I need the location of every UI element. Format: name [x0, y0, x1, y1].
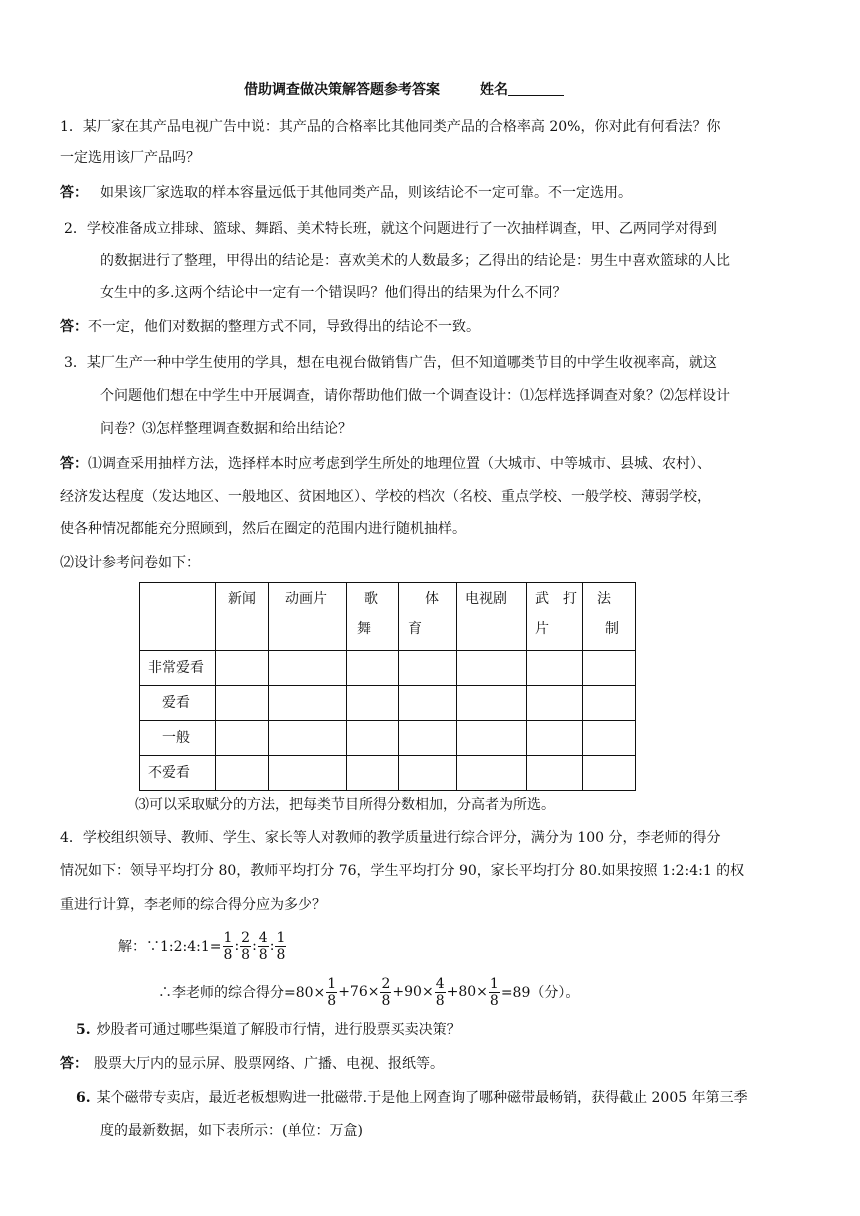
q5-answer — [60, 1054, 444, 1074]
q3-part-2: ⑵设计参考问卷如下： — [60, 555, 200, 571]
table-row — [140, 686, 636, 721]
q3-line-2: 个问题他们想在中学生中开展调查，请你帮助他们做一个调查设计：⑴怎样选择调查对象？⑵怎样设计 — [100, 388, 730, 404]
q2-line-2: 的数据进行了整理，甲得出的结论是：喜欢美术的人数最多；乙得出的结论是：男生中喜欢篮球的人比 — [100, 253, 730, 269]
table-header-cell: 电视剧 — [457, 583, 527, 651]
weight-fraction: $\frac{4}{8}$ — [435, 975, 445, 1009]
ratio-separator: : — [234, 938, 240, 954]
q3-answer-line-2: 经济发达程度（发达地区、一般地区、贫困地区）、学校的档次（名校、重点学校、一般学校、薄弱学校， — [60, 489, 711, 505]
page-title — [244, 80, 564, 100]
q1-line-2: 一定选用该厂产品吗？ — [60, 150, 200, 166]
answer-label: 答： — [60, 456, 88, 472]
weight-fraction: $\frac{2}{8}$ — [381, 975, 391, 1009]
q1-line-1: 1．某厂家在其产品电视广告中说：其产品的合格率比其他同类产品的合格率高 20%，你对此有何看法？你 — [60, 119, 721, 135]
question-number: 6. — [76, 1090, 91, 1106]
question-number: 5. — [76, 1022, 91, 1038]
q3-line-1: 3．某厂生产一种中学生使用的学具，想在电视台做销售广告，但不知道哪类节目的中学生收视率高，就这 — [64, 355, 717, 371]
term-text: +80× — [446, 984, 488, 1000]
title-text: 借助调查做决策解答题参考答案 — [244, 82, 440, 98]
table-header-row — [140, 583, 636, 651]
q5-answer-text: 股票大厅内的显示屏、股票网络、广播、电视、报纸等。 — [94, 1056, 444, 1072]
table-row — [140, 721, 636, 756]
result-text: =89（分）。 — [500, 985, 580, 1001]
name-label: 姓名 — [480, 82, 508, 98]
survey-table — [139, 582, 636, 791]
q3-answer-text-1: ⑴调查采用抽样方法，选择样本时应考虑到学生所处的地理位置（大城市、中等城市、县城、农村）、 — [88, 456, 711, 472]
table-header-cell: 法 制 — [583, 583, 636, 651]
q6-line-1 — [76, 1088, 748, 1108]
q2-answer — [60, 317, 480, 337]
q3-answer-line-1 — [60, 454, 711, 474]
table-header-cell: 新闻 — [216, 583, 269, 651]
q6-line-2: 度的最新数据，如下表所示：(单位：万盒) — [100, 1123, 363, 1139]
q4-line-3: 重进行计算，李老师的综合得分应为多少？ — [60, 897, 326, 913]
weight-fraction: $\frac{1}{8}$ — [489, 975, 499, 1009]
table-header-cell: 武 打 片 — [527, 583, 583, 651]
table-corner-cell — [140, 583, 216, 651]
term-text: +76× — [338, 984, 380, 1000]
q3-line-3: 问卷？⑶怎样整理调查数据和给出结论？ — [100, 421, 352, 437]
q3-answer-line-3: 使各种情况都能充分照顾到，然后在圈定的范围内进行随机抽样。 — [60, 521, 466, 537]
table-row-label: 非常爱看 — [140, 651, 216, 686]
ratio-fraction: $\frac{4}{8}$ — [258, 929, 268, 963]
q4-solution-result — [158, 972, 579, 1012]
table-header-cell: 动画片 — [269, 583, 347, 651]
ratio-separator: : — [269, 938, 275, 954]
q4-line-2: 情况如下：领导平均打分 80，教师平均打分 76，学生平均打分 90，家长平均打分 80.如果按照 1:2:4:1 的权 — [60, 863, 745, 879]
ratio-separator: : — [252, 938, 257, 954]
answer-label: 答： — [60, 1056, 88, 1072]
weight-fraction: $\frac{1}{8}$ — [327, 975, 337, 1009]
table-row-label: 不爱看 — [140, 756, 216, 791]
term-text: +90× — [392, 984, 434, 1000]
q6-text: 某个磁带专卖店，最近老板想购进一批磁带.于是他上网查询了哪种磁带最畅销，获得截止 2005 年第三季 — [96, 1090, 748, 1106]
q4-solution-ratio — [118, 926, 287, 966]
table-row — [140, 756, 636, 791]
ratio-fraction: $\frac{1}{8}$ — [223, 929, 233, 963]
q5-text: 炒股者可通过哪些渠道了解股市行情，进行股票买卖决策？ — [96, 1022, 461, 1038]
table-header-cell: 歌 舞 — [347, 583, 399, 651]
table-row — [140, 651, 636, 686]
q2-line-3: 女生中的多.这两个结论中一定有一个错误吗？他们得出的结果为什么不同？ — [100, 285, 567, 301]
table-header-cell: 体 育 — [399, 583, 457, 651]
q4-line-1: 4．学校组织领导、教师、学生、家长等人对教师的教学质量进行综合评分，满分为 100 分，李老师的得分 — [60, 830, 721, 846]
table-row-label: 爱看 — [140, 686, 216, 721]
q1-answer-text: 如果该厂家选取的样本容量远低于其他同类产品，则该结论不一定可靠。不一定选用。 — [100, 185, 632, 201]
therefore-prefix: ∴李老师的综合得分=80× — [158, 985, 326, 1001]
answer-label: 答： — [60, 319, 88, 335]
solution-prefix: 解：∵1:2:4:1= — [118, 939, 222, 955]
q5-line-1 — [76, 1020, 461, 1040]
name-blank — [508, 81, 564, 96]
q1-answer — [60, 183, 632, 203]
ratio-fraction: $\frac{1}{8}$ — [276, 929, 286, 963]
answer-label: 答： — [60, 185, 88, 201]
q3-part-3: ⑶可以采取赋分的方法，把每类节目所得分数相加，分高者为所选。 — [135, 797, 555, 813]
q2-line-1: 2．学校准备成立排球、篮球、舞蹈、美术特长班，就这个问题进行了一次抽样调查，甲、乙两同学对得到 — [64, 221, 717, 237]
table-row-label: 一般 — [140, 721, 216, 756]
ratio-fraction: $\frac{2}{8}$ — [241, 929, 251, 963]
q2-answer-text: 不一定，他们对数据的整理方式不同，导致得出的结论不一致。 — [88, 319, 480, 335]
